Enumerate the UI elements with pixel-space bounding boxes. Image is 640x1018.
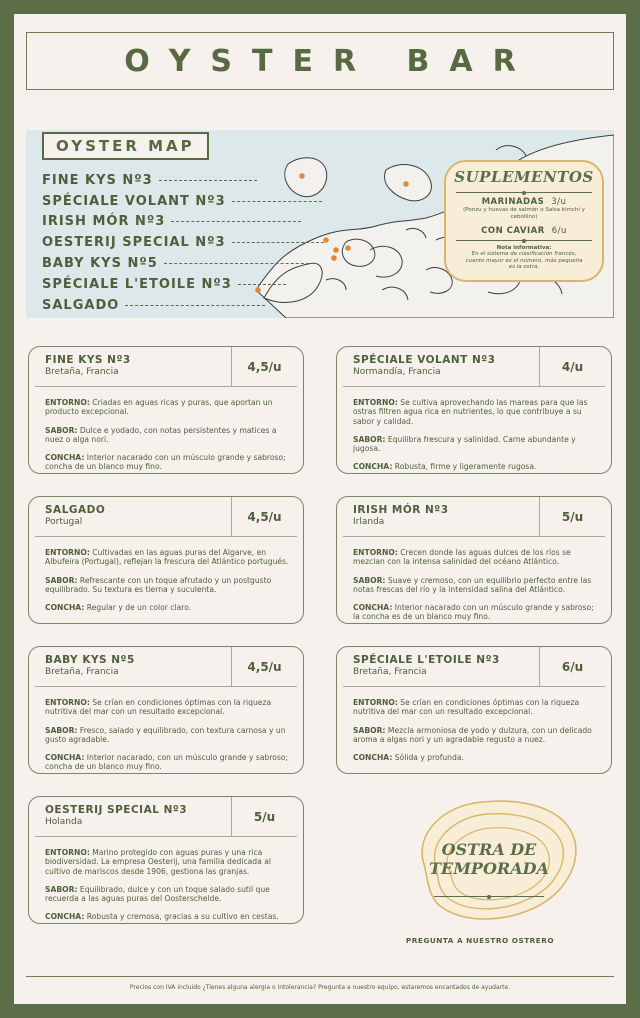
oyster-name: OESTERIJ SPECIAL Nº3 — [45, 804, 188, 816]
oyster-map — [26, 130, 614, 318]
map-list-item: SPÉCIALE VOLANT Nº3 — [42, 191, 324, 212]
note-title: Nota informativa: — [496, 245, 552, 252]
entorno-text: ENTORNO: Crecen donde las aguas dulces de los ríos se mezclan con la intensa salinidad del océano Atlántico. — [353, 548, 571, 567]
oyster-price: 6/u — [539, 647, 605, 686]
divider — [456, 240, 592, 241]
entorno-text: ENTORNO: Se crían en condiciones óptimas con la riqueza nutritiva del mar con un resultado excepcional. — [353, 698, 580, 717]
oyster-name: SPÉCIALE L'ETOILE Nº3 — [353, 654, 500, 666]
entorno-text: ENTORNO: Se crían en condiciones óptimas con la riqueza nutritiva del mar con un resultado excepcional. — [45, 698, 272, 717]
oyster-price: 5/u — [539, 497, 605, 536]
oyster-origin: Normandía, Francia — [353, 367, 441, 377]
sabor-text: SABOR: Fresco, salado y equilibrado, con textura carnosa y un gusto agradable. — [45, 725, 286, 744]
oyster-price: 4,5/u — [231, 497, 297, 536]
oyster-name: BABY KYS Nº5 — [45, 654, 135, 666]
oyster-map-tag: OYSTER MAP — [42, 132, 209, 160]
supplements-box — [444, 160, 604, 282]
map-list-item: FINE KYS Nº3 — [42, 170, 324, 191]
entorno-text: ENTORNO: Marino protegido con aguas puras y una rica biodiversidad. La empresa Oesterij, una familia dedicada al cultivo de mariscos desde 1906, gestiona las granjas. — [45, 848, 271, 876]
concha-text: CONCHA: Interior nacarado con un músculo grande y sabroso; la concha es de un blanco muy fino. — [353, 603, 594, 622]
footer-note: Precios con IVA incluido ¿Tienes alguna alergia o intolerancia? Pregunta a nuestro equipo, estaremos encantados de ayudarte. — [129, 984, 511, 991]
oyster-price: 4,5/u — [231, 647, 297, 686]
oyster-card — [28, 496, 304, 624]
entorno-text: ENTORNO: Cultivadas en las aguas puras del Algarve, en Albufeira (Portugal), reflejan la frescura del Atlántico portugués. — [45, 548, 289, 567]
oyster-name: SPÉCIALE VOLANT Nº3 — [353, 354, 496, 366]
menu-page — [14, 14, 626, 1004]
concha-text: CONCHA: Robusta y cremosa, gracias a su cultivo en cestas. — [45, 912, 279, 922]
marinadas-desc: (Ponzu y huevas de salmón o Salsa kimchi y cebollino) — [463, 207, 585, 220]
map-list-item: IRISH MÓR Nº3 — [42, 212, 324, 233]
map-list-item: BABY KYS Nº5 — [42, 253, 324, 274]
seasonal-title: OSTRA DE TEMPORADA — [429, 840, 549, 879]
oyster-name: FINE KYS Nº3 — [45, 354, 131, 366]
concha-text: CONCHA: Sólida y profunda. — [353, 753, 464, 762]
oyster-card — [28, 646, 304, 774]
sabor-text: SABOR: Refrescante con un toque afrutado y un postgusto equilibrado. Su textura es tierna y suculenta. — [45, 575, 272, 594]
seasonal-oyster — [404, 794, 584, 930]
map-list-item: SALGADO — [42, 295, 324, 316]
divider — [456, 192, 592, 193]
concha-text: CONCHA: Interior nacarado con un músculo grande y sabroso; concha de un blanco muy fino. — [45, 453, 286, 472]
marinadas-line: MARINADAS 3/u — [481, 197, 567, 207]
ask-oysterman-text: PREGUNTA A NUESTRO OSTRERO — [405, 936, 555, 945]
oyster-origin: Portugal — [45, 517, 83, 527]
oyster-origin: Bretaña, Francia — [45, 667, 119, 677]
header — [26, 32, 614, 90]
oyster-card — [336, 346, 612, 474]
oyster-origin: Irlanda — [353, 517, 385, 527]
sabor-text: SABOR: Dulce e yodado, con notas persistentes y matices a nuez o alga nori. — [45, 425, 277, 444]
oyster-origin: Holanda — [45, 817, 83, 827]
concha-text: CONCHA: Interior nacarado, con un músculo grande y sabroso; concha de un blanco muy fino. — [45, 753, 289, 772]
oyster-card — [336, 496, 612, 624]
oyster-origin: Bretaña, Francia — [353, 667, 427, 677]
note-text: En el sistema de clasificación francés, cuanto mayor es el número, más pequeña es la ostra. — [465, 251, 583, 270]
oyster-name: IRISH MÓR Nº3 — [353, 504, 449, 516]
sabor-text: SABOR: Suave y cremoso, con un equilibrio perfecto entre las notas frescas del río y la intensidad salina del Atlántico. — [353, 575, 592, 594]
oyster-card — [28, 796, 304, 924]
page-title: OYSTER BAR — [124, 43, 536, 79]
oyster-price: 5/u — [231, 797, 297, 836]
oyster-price: 4/u — [539, 347, 605, 386]
oyster-origin: Bretaña, Francia — [45, 367, 119, 377]
oyster-card — [336, 646, 612, 774]
entorno-text: ENTORNO: Se cultiva aprovechando las mareas para que las ostras filtren agua rica en nutrientes, lo que contribuye a su sabor y calidad. — [353, 398, 588, 426]
supplements-title: SUPLEMENTOS — [454, 168, 594, 186]
sabor-text: SABOR: Equilibrado, dulce y con un toque salado sutil que recuerda a las aguas puras del Oosterschelde. — [45, 884, 270, 903]
map-list-item: SPÉCIALE L'ETOILE Nº3 — [42, 274, 324, 295]
oyster-name: SALGADO — [45, 504, 106, 516]
entorno-text: ENTORNO: Criadas en aguas ricas y puras, que aportan un producto excepcional. — [45, 398, 273, 417]
caviar-line: CON CAVIAR 6/u — [481, 226, 567, 237]
oyster-price: 4,5/u — [231, 347, 297, 386]
concha-text: CONCHA: Regular y de un color claro. — [45, 603, 192, 612]
divider — [434, 896, 544, 897]
sabor-text: SABOR: Mezcla armoniosa de yodo y dulzura, con un delicado aroma a algas nori y un agradable regusto a nuez. — [353, 725, 592, 744]
sabor-text: SABOR: Equilibra frescura y salinidad. Carne abundante y jugosa. — [353, 434, 576, 453]
concha-text: CONCHA: Robusta, firme y ligeramente rugosa. — [353, 462, 537, 472]
oyster-map-list — [42, 170, 324, 316]
map-list-item: OESTERIJ SPECIAL Nº3 — [42, 232, 324, 253]
footer-divider — [26, 976, 614, 977]
oyster-card — [28, 346, 304, 474]
